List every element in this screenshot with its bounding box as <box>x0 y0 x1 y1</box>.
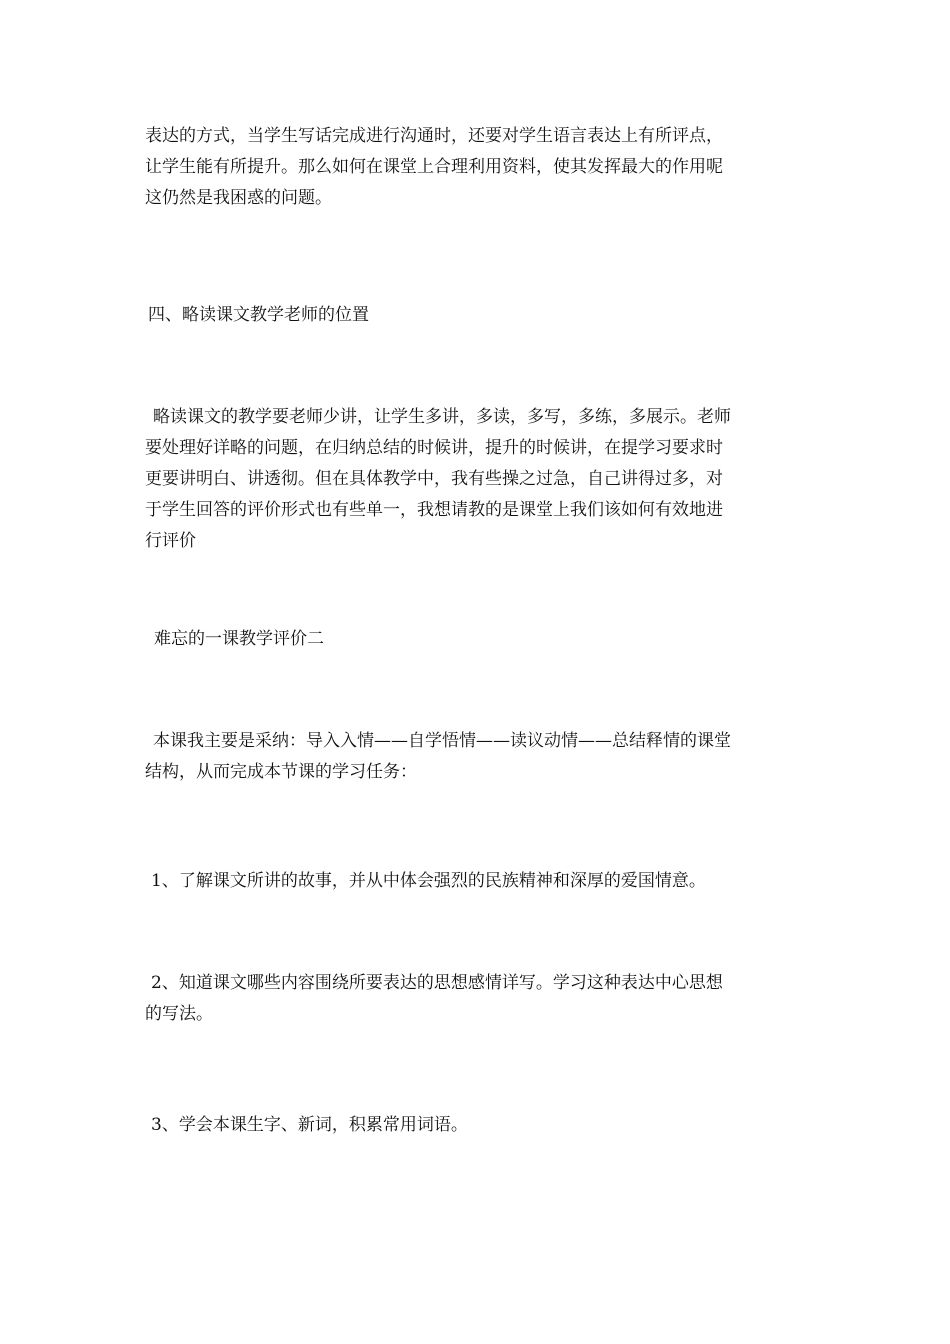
paragraph-line: 略读课文的教学要老师少讲，让学生多讲，多读，多写，多练，多展示。老师 <box>153 407 731 427</box>
paragraph-line: 表达的方式，当学生写话完成进行沟通时，还要对学生语言表达上有所评点， <box>145 126 723 146</box>
article-title-2: 难忘的一课教学评价二 <box>154 629 324 649</box>
paragraph-structure <box>145 726 810 788</box>
paragraph-line: 让学生能有所提升。那么如何在课堂上合理利用资料，使其发挥最大的作用呢 <box>145 157 723 177</box>
paragraph-line: 行评价 <box>145 531 196 551</box>
list-item-1: 1、了解课文所讲的故事，并从中体会强烈的民族精神和深厚的爱国情意。 <box>151 871 706 891</box>
paragraph-line: 更要讲明白、讲透彻。但在具体教学中，我有些操之过急，自己讲得过多，对 <box>145 469 723 489</box>
list-item-2 <box>145 968 810 1030</box>
paragraph-line: 2、知道课文哪些内容围绕所要表达的思想感情详写。学习这种表达中心思想 <box>151 973 723 993</box>
paragraph-line: 结构，从而完成本节课的学习任务： <box>145 762 417 782</box>
paragraph-expression <box>145 121 810 214</box>
paragraph-line: 本课我主要是采纳：导入入情——自学悟情——读议动情——总结释情的课堂 <box>153 731 731 751</box>
section-heading-4: 四、略读课文教学老师的位置 <box>148 305 369 325</box>
paragraph-line: 要处理好详略的问题，在归纳总结的时候讲，提升的时候讲，在提学习要求时 <box>145 438 723 458</box>
paragraph-line: 的写法。 <box>145 1004 213 1024</box>
paragraph-skim-reading <box>145 402 810 557</box>
paragraph-line: 于学生回答的评价形式也有些单一，我想请教的是课堂上我们该如何有效地进 <box>145 500 723 520</box>
paragraph-line: 这仍然是我困惑的问题。 <box>145 188 332 208</box>
list-item-3: 3、学会本课生字、新词，积累常用词语。 <box>151 1115 468 1135</box>
